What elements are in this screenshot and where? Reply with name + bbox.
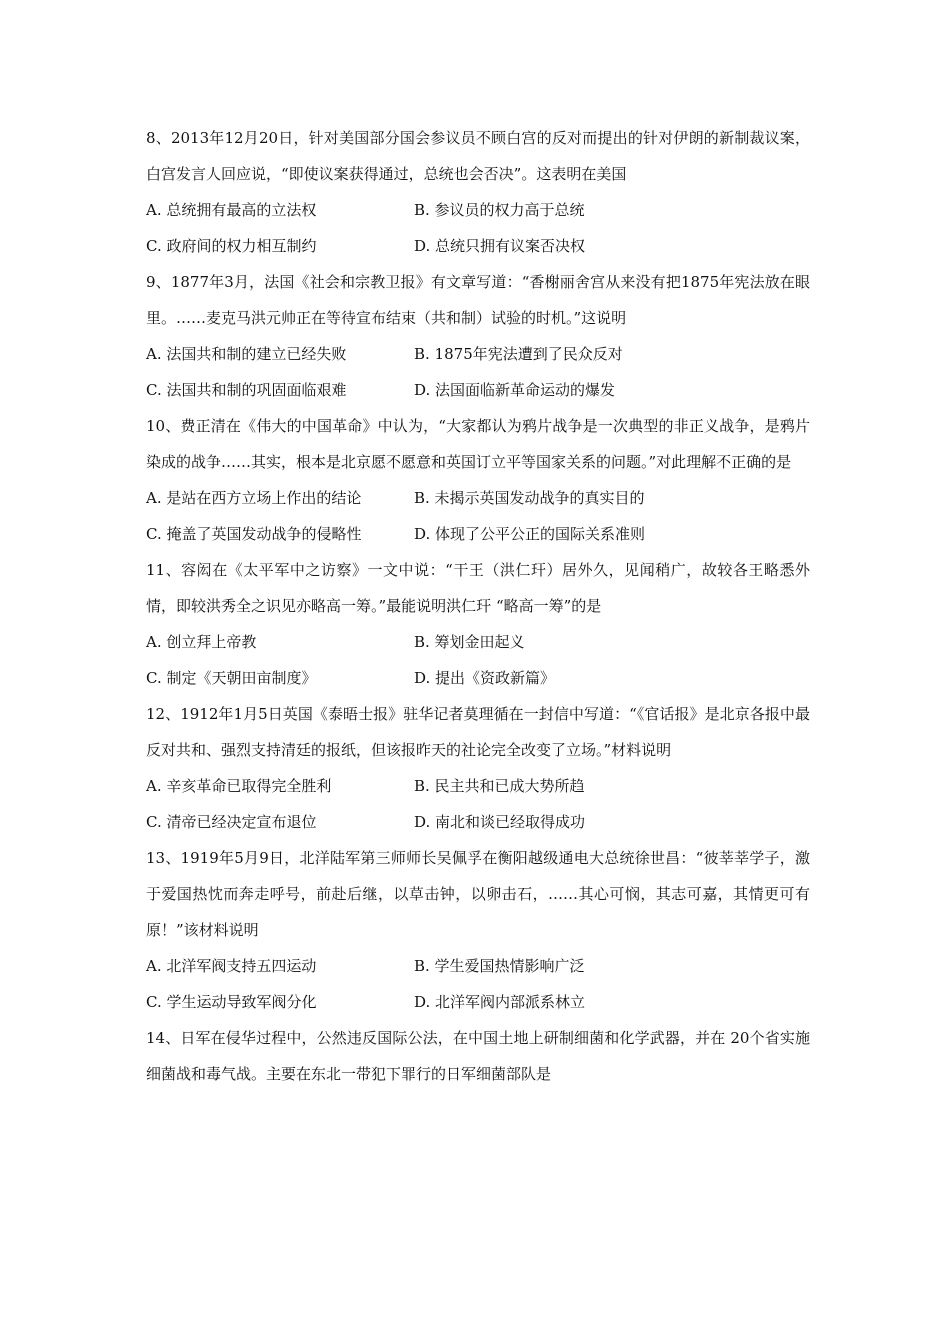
options (146, 768, 810, 840)
option-c: C. 学生运动导致军阀分化 (146, 993, 317, 1011)
option-b: B. 学生爱国热情影响广泛 (414, 957, 585, 975)
options (146, 336, 810, 408)
options (146, 948, 810, 1020)
option-b: B. 民主共和已成大势所趋 (414, 777, 585, 795)
option-b: B. 未揭示英国发动战争的真实目的 (414, 489, 645, 507)
option-b: B. 筹划金田起义 (414, 633, 525, 651)
option-a: A. 法国共和制的建立已经失败 (146, 345, 347, 363)
option-d: D. 法国面临新革命运动的爆发 (414, 381, 616, 399)
question-stem: 10、费正清在《伟大的中国革命》中认为，“大家都认为鸦片战争是一次典型的非正义战争，是鸦片染成的战争……其实，根本是北京愿不愿意和英国订立平等国家关系的问题。”对此理解不正确的是 (146, 417, 810, 471)
question-13 (146, 840, 810, 1020)
question-stem: 13、1919年5月9日，北洋陆军第三师师长吴佩孚在衡阳越级通电大总统徐世昌：“彼莘莘学子，激于爱国热忱而奔走呼号，前赴后继，以草击钟，以卵击石，……其心可悯，其志可嘉，其情更可有原！”该材料说明 (146, 849, 810, 939)
options (146, 192, 810, 264)
question-9 (146, 264, 810, 408)
question-stem: 8、2013年12月20日，针对美国部分国会参议员不顾白宫的反对而提出的针对伊朗的新制裁议案，白宫发言人回应说，“即使议案获得通过，总统也会否决”。这表明在美国 (146, 129, 810, 183)
option-b: B. 1875年宪法遭到了民众反对 (414, 345, 623, 363)
option-a: A. 北洋军阀支持五四运动 (146, 957, 317, 975)
option-d: D. 南北和谈已经取得成功 (414, 813, 586, 831)
question-stem: 9、1877年3月，法国《社会和宗教卫报》有文章写道：“香榭丽舍宫从来没有把1875年宪法放在眼里。……麦克马洪元帅正在等待宣布结束（共和制）试验的时机。”这说明 (146, 273, 810, 327)
option-c: C. 清帝已经决定宣布退位 (146, 813, 317, 831)
option-b: B. 参议员的权力高于总统 (414, 201, 585, 219)
options (146, 480, 810, 552)
option-d: D. 体现了公平公正的国际关系准则 (414, 525, 646, 543)
option-d: D. 总统只拥有议案否决权 (414, 237, 586, 255)
option-c: C. 政府间的权力相互制约 (146, 237, 317, 255)
option-c: C. 制定《天朝田亩制度》 (146, 669, 317, 687)
options (146, 624, 810, 696)
question-stem: 12、1912年1月5日英国《泰晤士报》驻华记者莫理循在一封信中写道：“《官话报》是北京各报中最反对共和、强烈支持清廷的报纸，但该报昨天的社论完全改变了立场。”材料说明 (146, 705, 810, 759)
question-12 (146, 696, 810, 840)
question-10 (146, 408, 810, 552)
question-list (146, 120, 810, 1092)
option-a: A. 辛亥革命已取得完全胜利 (146, 777, 332, 795)
question-11 (146, 552, 810, 696)
option-d: D. 提出《资政新篇》 (414, 669, 556, 687)
question-stem: 11、容闳在《太平军中之访察》一文中说：“干王（洪仁玕）居外久，见闻稍广，故较各王略悉外情，即较洪秀全之识见亦略高一筹。”最能说明洪仁玕 “略高一筹”的是 (146, 561, 810, 615)
question-8 (146, 120, 810, 264)
option-c: C. 法国共和制的巩固面临艰难 (146, 381, 347, 399)
question-14 (146, 1020, 810, 1092)
option-c: C. 掩盖了英国发动战争的侵略性 (146, 525, 362, 543)
option-d: D. 北洋军阀内部派系林立 (414, 993, 586, 1011)
option-a: A. 是站在西方立场上作出的结论 (146, 489, 362, 507)
option-a: A. 创立拜上帝教 (146, 633, 257, 651)
option-a: A. 总统拥有最高的立法权 (146, 201, 317, 219)
question-stem: 14、日军在侵华过程中，公然违反国际公法，在中国土地上研制细菌和化学武器，并在 20个省实施细菌战和毒气战。主要在东北一带犯下罪行的日军细菌部队是 (146, 1029, 810, 1083)
